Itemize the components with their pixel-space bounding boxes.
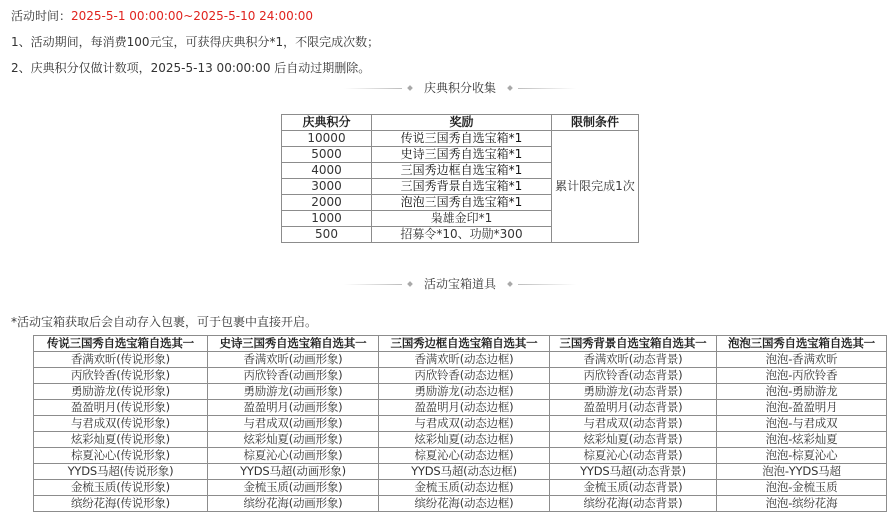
background-item: 与君成双(动态背景) — [550, 416, 717, 432]
table-header-row — [282, 115, 639, 131]
header-legend-box: 传说三国秀自选宝箱自选其一 — [34, 336, 208, 352]
background-item: YYDS马超(动态背景) — [550, 464, 717, 480]
epic-item: 棕夏沁心(动画形象) — [208, 448, 379, 464]
epic-item: 勇励游龙(动画形象) — [208, 384, 379, 400]
header-points: 庆典积分 — [282, 115, 372, 131]
legend-item: 勇励游龙(传说形象) — [34, 384, 208, 400]
legend-item: YYDS马超(传说形象) — [34, 464, 208, 480]
frame-item: 与君成双(动态边框) — [379, 416, 550, 432]
section-title: 活动宝箱道具 — [423, 277, 496, 291]
frame-item: 香满欢昕(动态边框) — [379, 352, 550, 368]
bubble-item: 泡泡-炫彩灿夏 — [717, 432, 887, 448]
legend-item: 棕夏沁心(传说形象) — [34, 448, 208, 464]
background-item: 盈盈明月(动态背景) — [550, 400, 717, 416]
points-value: 2000 — [282, 195, 372, 211]
table-row — [34, 496, 887, 512]
bubble-item: 泡泡-YYDS马超 — [717, 464, 887, 480]
header-frame-box: 三国秀边框自选宝箱自选其一 — [379, 336, 550, 352]
legend-item: 与君成双(传说形象) — [34, 416, 208, 432]
table-row — [34, 432, 887, 448]
epic-item: YYDS马超(动画形象) — [208, 464, 379, 480]
table-row — [34, 448, 887, 464]
legend-item: 金梳玉质(传说形象) — [34, 480, 208, 496]
frame-item: 缤纷花海(动态边框) — [379, 496, 550, 512]
diamond-icon — [407, 85, 413, 91]
table-row — [34, 384, 887, 400]
limit-condition: 累计限完成1次 — [552, 131, 639, 243]
table-row — [282, 131, 639, 147]
reward-value: 史诗三国秀自选宝箱*1 — [372, 147, 552, 163]
reward-value: 传说三国秀自选宝箱*1 — [372, 131, 552, 147]
points-value: 4000 — [282, 163, 372, 179]
legend-item: 炫彩灿夏(传说形象) — [34, 432, 208, 448]
section-title: 庆典积分收集 — [423, 81, 496, 95]
epic-item: 丙欣铃香(动画形象) — [208, 368, 379, 384]
background-item: 香满欢昕(动态背景) — [550, 352, 717, 368]
header-limit: 限制条件 — [552, 115, 639, 131]
header-bubble-box: 泡泡三国秀自选宝箱自选其一 — [717, 336, 887, 352]
table-header-row — [34, 336, 887, 352]
epic-item: 香满欢昕(动画形象) — [208, 352, 379, 368]
event-time-value: 2025-5-1 00:00:00~2025-5-10 24:00:00 — [71, 9, 314, 23]
epic-item: 缤纷花海(动画形象) — [208, 496, 379, 512]
table-row — [34, 464, 887, 480]
bubble-item: 泡泡-勇励游龙 — [717, 384, 887, 400]
bubble-item: 泡泡-与君成双 — [717, 416, 887, 432]
reward-value: 三国秀边框自选宝箱*1 — [372, 163, 552, 179]
event-rule-1: 1、活动期间，每消费100元宝，可获得庆典积分*1，不限完成次数； — [11, 35, 380, 49]
frame-item: 炫彩灿夏(动态边框) — [379, 432, 550, 448]
table-row — [34, 416, 887, 432]
frame-item: 盈盈明月(动态边框) — [379, 400, 550, 416]
frame-item: 丙欣铃香(动态边框) — [379, 368, 550, 384]
reward-value: 招募令*10、功勋*300 — [372, 227, 552, 243]
box-contents-table — [33, 335, 887, 512]
event-time — [11, 8, 313, 24]
bubble-item: 泡泡-盈盈明月 — [717, 400, 887, 416]
table-row — [34, 368, 887, 384]
background-item: 炫彩灿夏(动态背景) — [550, 432, 717, 448]
header-reward: 奖励 — [372, 115, 552, 131]
epic-item: 炫彩灿夏(动画形象) — [208, 432, 379, 448]
points-value: 10000 — [282, 131, 372, 147]
frame-item: YYDS马超(动态边框) — [379, 464, 550, 480]
diamond-icon — [507, 281, 513, 287]
points-reward-table — [281, 114, 639, 243]
bubble-item: 泡泡-棕夏沁心 — [717, 448, 887, 464]
divider-line — [518, 284, 576, 285]
epic-item: 盈盈明月(动画形象) — [208, 400, 379, 416]
frame-item: 勇励游龙(动态边框) — [379, 384, 550, 400]
reward-value: 泡泡三国秀自选宝箱*1 — [372, 195, 552, 211]
reward-value: 枭雄金印*1 — [372, 211, 552, 227]
table-row — [34, 400, 887, 416]
divider-line — [344, 88, 402, 89]
event-rule-2: 2、庆典积分仅做计数项，2025-5-13 00:00:00 后自动过期删除。 — [11, 61, 371, 75]
legend-item: 丙欣铃香(传说形象) — [34, 368, 208, 384]
table-row — [34, 352, 887, 368]
points-value: 1000 — [282, 211, 372, 227]
section-heading-points — [330, 79, 590, 97]
bubble-item: 泡泡-金梳玉质 — [717, 480, 887, 496]
background-item: 金梳玉质(动态背景) — [550, 480, 717, 496]
background-item: 丙欣铃香(动态背景) — [550, 368, 717, 384]
legend-item: 盈盈明月(传说形象) — [34, 400, 208, 416]
epic-item: 金梳玉质(动画形象) — [208, 480, 379, 496]
table-row — [34, 480, 887, 496]
event-time-label: 活动时间： — [11, 9, 72, 23]
frame-item: 棕夏沁心(动态边框) — [379, 448, 550, 464]
points-value: 3000 — [282, 179, 372, 195]
divider-line — [344, 284, 402, 285]
legend-item: 香满欢昕(传说形象) — [34, 352, 208, 368]
bubble-item: 泡泡-香满欢昕 — [717, 352, 887, 368]
header-epic-box: 史诗三国秀自选宝箱自选其一 — [208, 336, 379, 352]
bubble-item: 泡泡-丙欣铃香 — [717, 368, 887, 384]
legend-item: 缤纷花海(传说形象) — [34, 496, 208, 512]
header-background-box: 三国秀背景自选宝箱自选其一 — [550, 336, 717, 352]
frame-item: 金梳玉质(动态边框) — [379, 480, 550, 496]
divider-line — [518, 88, 576, 89]
section-heading-boxes — [330, 275, 590, 293]
epic-item: 与君成双(动画形象) — [208, 416, 379, 432]
box-note: *活动宝箱获取后会自动存入包裹，可于包裹中直接开启。 — [11, 315, 318, 329]
background-item: 缤纷花海(动态背景) — [550, 496, 717, 512]
diamond-icon — [407, 281, 413, 287]
background-item: 棕夏沁心(动态背景) — [550, 448, 717, 464]
background-item: 勇励游龙(动态背景) — [550, 384, 717, 400]
points-value: 5000 — [282, 147, 372, 163]
reward-value: 三国秀背景自选宝箱*1 — [372, 179, 552, 195]
diamond-icon — [507, 85, 513, 91]
points-value: 500 — [282, 227, 372, 243]
bubble-item: 泡泡-缤纷花海 — [717, 496, 887, 512]
